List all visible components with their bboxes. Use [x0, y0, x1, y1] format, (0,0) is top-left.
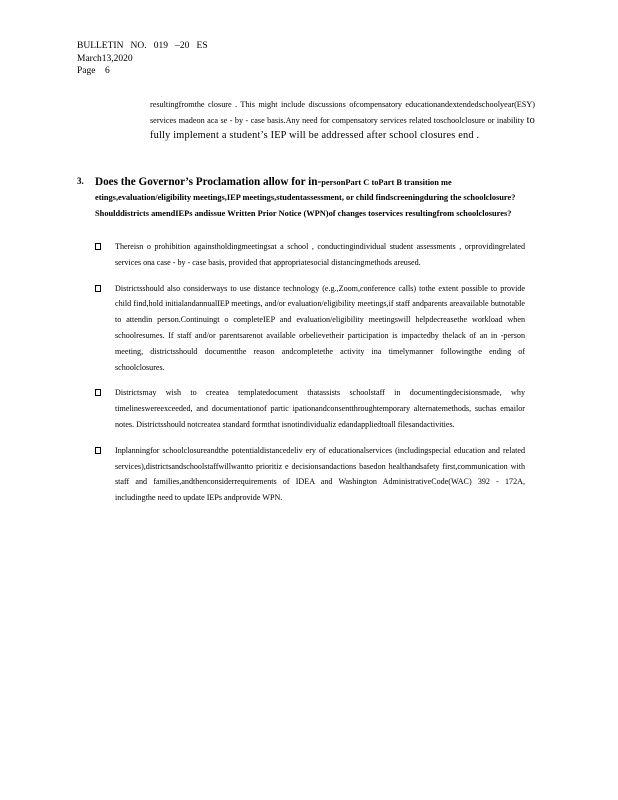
list-item	[95, 385, 525, 432]
page-number: Page 6	[77, 66, 110, 76]
bullet-list	[95, 239, 525, 516]
intro-last-line: to fully implement a student’s IEP will be addressed after school closures end .	[150, 114, 536, 142]
checkbox-bullet-icon	[95, 447, 101, 454]
bullet-text: Thereisn o prohibition againstholdingmeetingsat a school , conductingindividual student assessments , orprovidingrelated services ona case - by - case basis, provided that appropriatesocial distancingmethods areused.	[115, 242, 525, 267]
list-item	[95, 281, 525, 376]
question-number: 3.	[77, 176, 84, 186]
page-header	[77, 40, 208, 78]
list-item	[95, 239, 525, 271]
bulletin-date: March13,2020	[77, 53, 133, 64]
bulletin-number: BULLETIN NO. 019 –20 ES	[77, 41, 208, 51]
intro-paragraph	[150, 97, 535, 144]
question-lead: Does the Governor’s Proclamation allow for in-	[95, 176, 322, 188]
bullet-text: Districtsmay wish to createa templatedocument thatassists schoolstaff in documentingdecisionsmade, why timelineswereexceeded, and documentationof partic ipationandconsentthroughtemporary alternatemethods, suchas emailor notes. Districtsshould notcreatea standard formthat isnotindividualiz edandappliedtoall filesandactivities.	[115, 388, 525, 429]
bullet-text: Inplanningfor schoolclosureandthe potentialdistancedeliv ery of educationalservices (includingspecial education and related services),districtsandschoolstaffwillwantto prioritiz e decisionsandactions basedon healthandsafety first,communication with staff and families,andthenconsiderrequirements of IDEA and Washington AdministrativeCode(WAC) 392 - 172A, includingthe need to update IEPs andprovide WPN.	[115, 445, 525, 503]
checkbox-bullet-icon	[95, 243, 101, 250]
question-text	[95, 175, 525, 221]
checkbox-bullet-icon	[95, 389, 101, 396]
intro-text: resultingfromthe closure . This might include discussions ofcompensatory educationandextendedschoolyear(ESY) services madeon aca se - by - case basis.Any need for compensatory services related toschoolclosure or inability	[150, 100, 535, 125]
bullet-text: Districtsshould also considerways to use distance technology (e.g.,Zoom,conference calls) tothe extent possible to provide child find,hold initialandannualIEP meetings, and/or evaluation/eligibility meetings,if staff andparents areavailable butnotable to attendin person.Continuingt o completeIEP and evaluation/eligibility meetingswill helpdecreasethe workload when schoolresumes. If staff and/or parentsarenot available orbelievetheir participation is impactedby thelack of an in -person meeting, districtsshould documentthe reason andcompletethe activity ina timelymanner followingthe ending of schoolclosures.	[115, 283, 525, 372]
list-item	[95, 443, 525, 506]
question-rest: personPart C toPart B transition me etings,evaluation/eligibility meetings,IEP meetings,studentassessment, or child findscreeningduring the schoolclosure?Shoulddistricts amendIEPs andissue Written Prior Notice (WPN)of changes toservices resultingfrom schoolclosures?	[95, 178, 516, 218]
checkbox-bullet-icon	[95, 285, 101, 292]
